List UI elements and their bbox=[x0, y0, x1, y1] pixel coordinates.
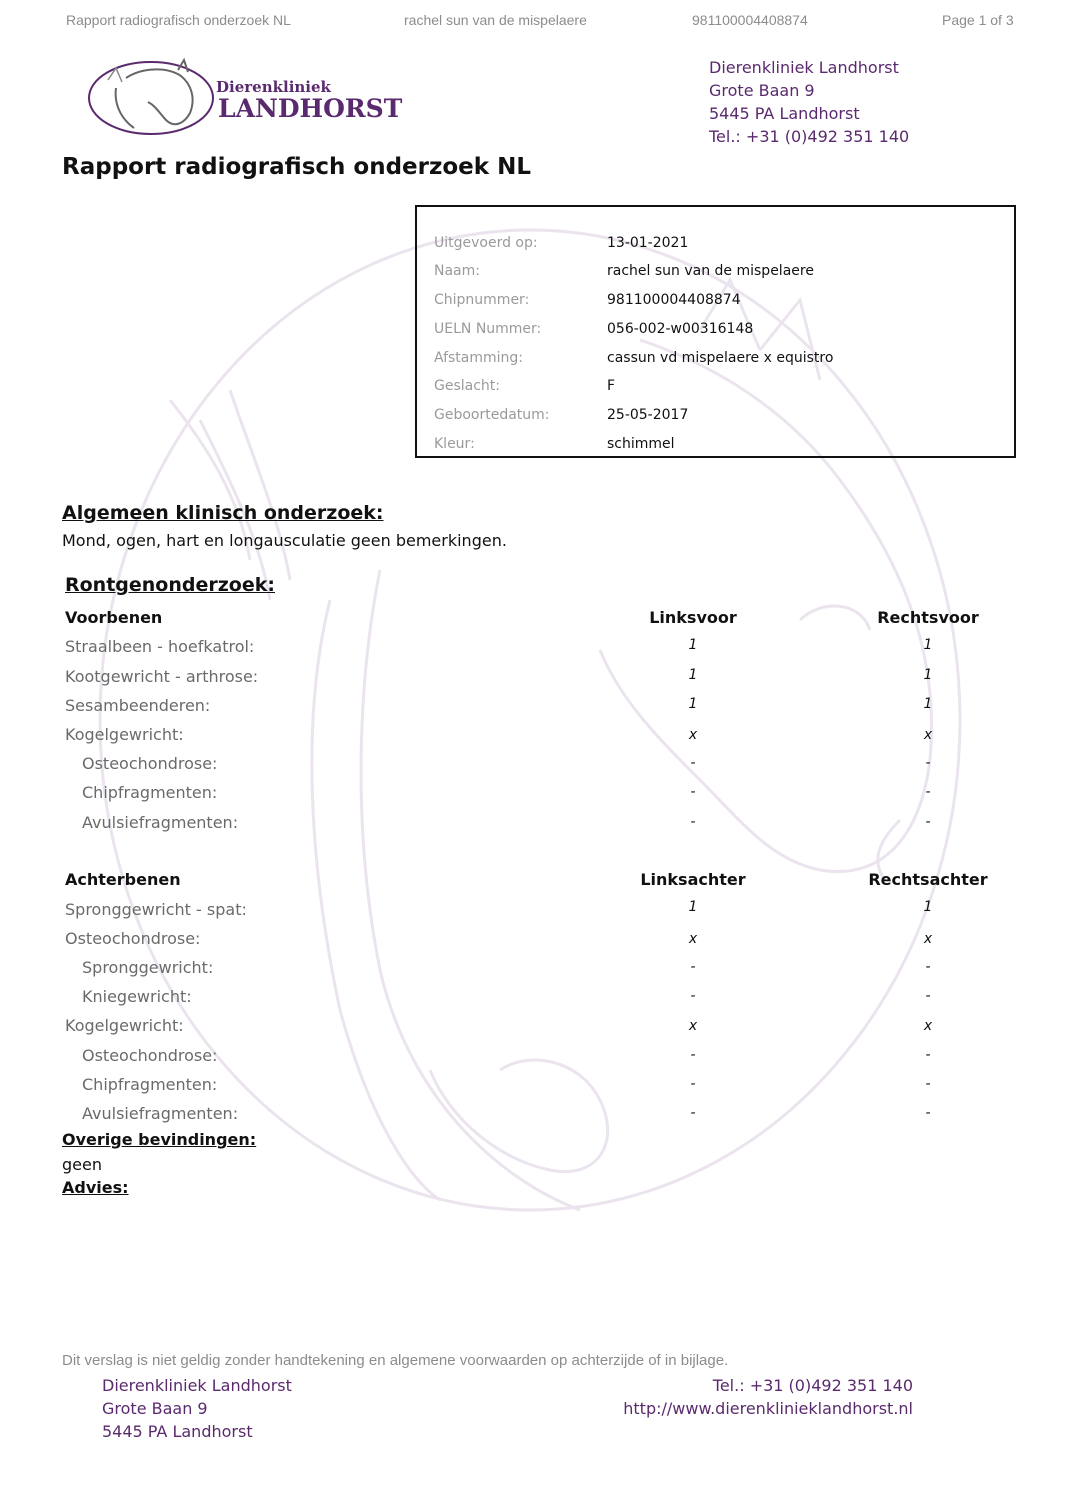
footer-street: Grote Baan 9 bbox=[102, 1399, 208, 1418]
info-value: rachel sun van de mispelaere bbox=[607, 263, 814, 279]
info-value: cassun vd mispelaere x equistro bbox=[607, 350, 834, 366]
col-right-front: Rechtsvoor bbox=[877, 608, 979, 627]
row-label: Chipfragmenten: bbox=[82, 1075, 218, 1094]
info-value: 981100004408874 bbox=[607, 292, 741, 308]
header-page-number: Page 1 of 3 bbox=[942, 12, 1014, 28]
info-label: Afstamming: bbox=[434, 350, 524, 366]
row-value-right: - bbox=[925, 1076, 931, 1092]
xray-heading: Rontgenonderzoek: bbox=[65, 574, 275, 596]
clinic-tel: Tel.: +31 (0)492 351 140 bbox=[709, 127, 910, 146]
info-label: Uitgevoerd op: bbox=[434, 235, 538, 251]
row-label: Osteochondrose: bbox=[82, 754, 218, 773]
row-label: Osteochondrose: bbox=[82, 1046, 218, 1065]
row-value-left: - bbox=[690, 1076, 696, 1092]
other-findings-text: geen bbox=[62, 1155, 102, 1174]
footer-clinic-name: Dierenkliniek Landhorst bbox=[102, 1376, 292, 1395]
header-doc-title: Rapport radiografisch onderzoek NL bbox=[66, 12, 291, 28]
other-findings-heading: Overige bevindingen: bbox=[62, 1130, 257, 1149]
footer-contact bbox=[560, 1374, 913, 1420]
header-patient-name: rachel sun van de mispelaere bbox=[404, 12, 587, 28]
row-value-left: x bbox=[688, 1018, 698, 1034]
info-label: Kleur: bbox=[434, 436, 475, 452]
info-value: schimmel bbox=[607, 436, 675, 452]
row-value-right: - bbox=[925, 1047, 931, 1063]
front-legs-heading: Voorbenen bbox=[65, 608, 163, 627]
patient-info-box bbox=[415, 205, 1016, 458]
clinical-text: Mond, ogen, hart en longausculatie geen bemerkingen. bbox=[62, 531, 507, 550]
row-value-left: - bbox=[690, 755, 696, 771]
row-value-left: - bbox=[690, 959, 696, 975]
row-value-left: - bbox=[690, 814, 696, 830]
row-value-left: x bbox=[688, 931, 698, 947]
clinical-heading: Algemeen klinisch onderzoek: bbox=[62, 502, 384, 524]
info-label: Geboortedatum: bbox=[434, 407, 550, 423]
row-value-right: x bbox=[923, 727, 933, 743]
info-label: UELN Nummer: bbox=[434, 321, 542, 337]
clinic-city: 5445 PA Landhorst bbox=[709, 104, 860, 123]
clinic-address bbox=[709, 56, 909, 148]
validity-note: Dit verslag is niet geldig zonder handtekening en algemene voorwaarden op achterzijde of in bijlage. bbox=[62, 1352, 729, 1369]
page-title: Rapport radiografisch onderzoek NL bbox=[62, 154, 531, 180]
row-value-left: 1 bbox=[688, 899, 698, 915]
col-right-hind: Rechtsachter bbox=[868, 870, 988, 889]
row-value-left: - bbox=[690, 784, 696, 800]
row-label: Kogelgewricht: bbox=[65, 725, 184, 744]
footer-address bbox=[102, 1374, 292, 1443]
row-value-left: 1 bbox=[688, 696, 698, 712]
row-label: Avulsiefragmenten: bbox=[82, 813, 239, 832]
row-label: Sesambeenderen: bbox=[65, 696, 211, 715]
advice-heading: Advies: bbox=[62, 1178, 129, 1197]
logo-line-1: Dierenkliniek bbox=[216, 78, 331, 96]
row-value-right: 1 bbox=[923, 696, 933, 712]
info-value: F bbox=[607, 378, 616, 394]
header-chip-number: 981100004408874 bbox=[692, 12, 808, 28]
row-label: Osteochondrose: bbox=[65, 929, 201, 948]
info-label: Geslacht: bbox=[434, 378, 501, 394]
row-label: Kootgewricht - arthrose: bbox=[65, 667, 259, 686]
row-value-right: - bbox=[925, 755, 931, 771]
footer-city: 5445 PA Landhorst bbox=[102, 1422, 253, 1441]
row-value-left: - bbox=[690, 988, 696, 1004]
row-value-right: 1 bbox=[923, 637, 933, 653]
col-left-front: Linksvoor bbox=[649, 608, 737, 627]
row-label: Straalbeen - hoefkatrol: bbox=[65, 637, 255, 656]
row-value-right: 1 bbox=[923, 667, 933, 683]
row-value-left: x bbox=[688, 727, 698, 743]
row-value-right: x bbox=[923, 931, 933, 947]
row-value-left: 1 bbox=[688, 667, 698, 683]
info-value: 056-002-w00316148 bbox=[607, 321, 754, 337]
row-value-right: - bbox=[925, 959, 931, 975]
footer-tel: Tel.: +31 (0)492 351 140 bbox=[712, 1376, 913, 1395]
row-value-left: 1 bbox=[688, 637, 698, 653]
hind-legs-heading: Achterbenen bbox=[65, 870, 181, 889]
footer-website-link[interactable]: http://www.dierenklinieklandhorst.nl bbox=[623, 1399, 913, 1418]
row-value-right: 1 bbox=[923, 899, 933, 915]
row-value-right: - bbox=[925, 784, 931, 800]
logo-line-2: LANDHORST bbox=[218, 94, 403, 123]
row-value-left: - bbox=[690, 1105, 696, 1121]
row-label: Kogelgewricht: bbox=[65, 1016, 184, 1035]
row-value-left: - bbox=[690, 1047, 696, 1063]
clinic-name: Dierenkliniek Landhorst bbox=[709, 58, 899, 77]
row-value-right: - bbox=[925, 1105, 931, 1121]
horse-logo-icon bbox=[86, 58, 216, 138]
row-label: Kniegewricht: bbox=[82, 987, 192, 1006]
row-label: Chipfragmenten: bbox=[82, 783, 218, 802]
info-value: 13-01-2021 bbox=[607, 235, 689, 251]
col-left-hind: Linksachter bbox=[640, 870, 746, 889]
row-value-right: - bbox=[925, 988, 931, 1004]
row-label: Spronggewricht - spat: bbox=[65, 900, 247, 919]
info-label: Chipnummer: bbox=[434, 292, 530, 308]
row-label: Spronggewricht: bbox=[82, 958, 214, 977]
info-value: 25-05-2017 bbox=[607, 407, 689, 423]
clinic-street: Grote Baan 9 bbox=[709, 81, 815, 100]
row-value-right: - bbox=[925, 814, 931, 830]
row-value-right: x bbox=[923, 1018, 933, 1034]
row-label: Avulsiefragmenten: bbox=[82, 1104, 239, 1123]
clinic-logo bbox=[86, 58, 403, 138]
info-label: Naam: bbox=[434, 263, 480, 279]
